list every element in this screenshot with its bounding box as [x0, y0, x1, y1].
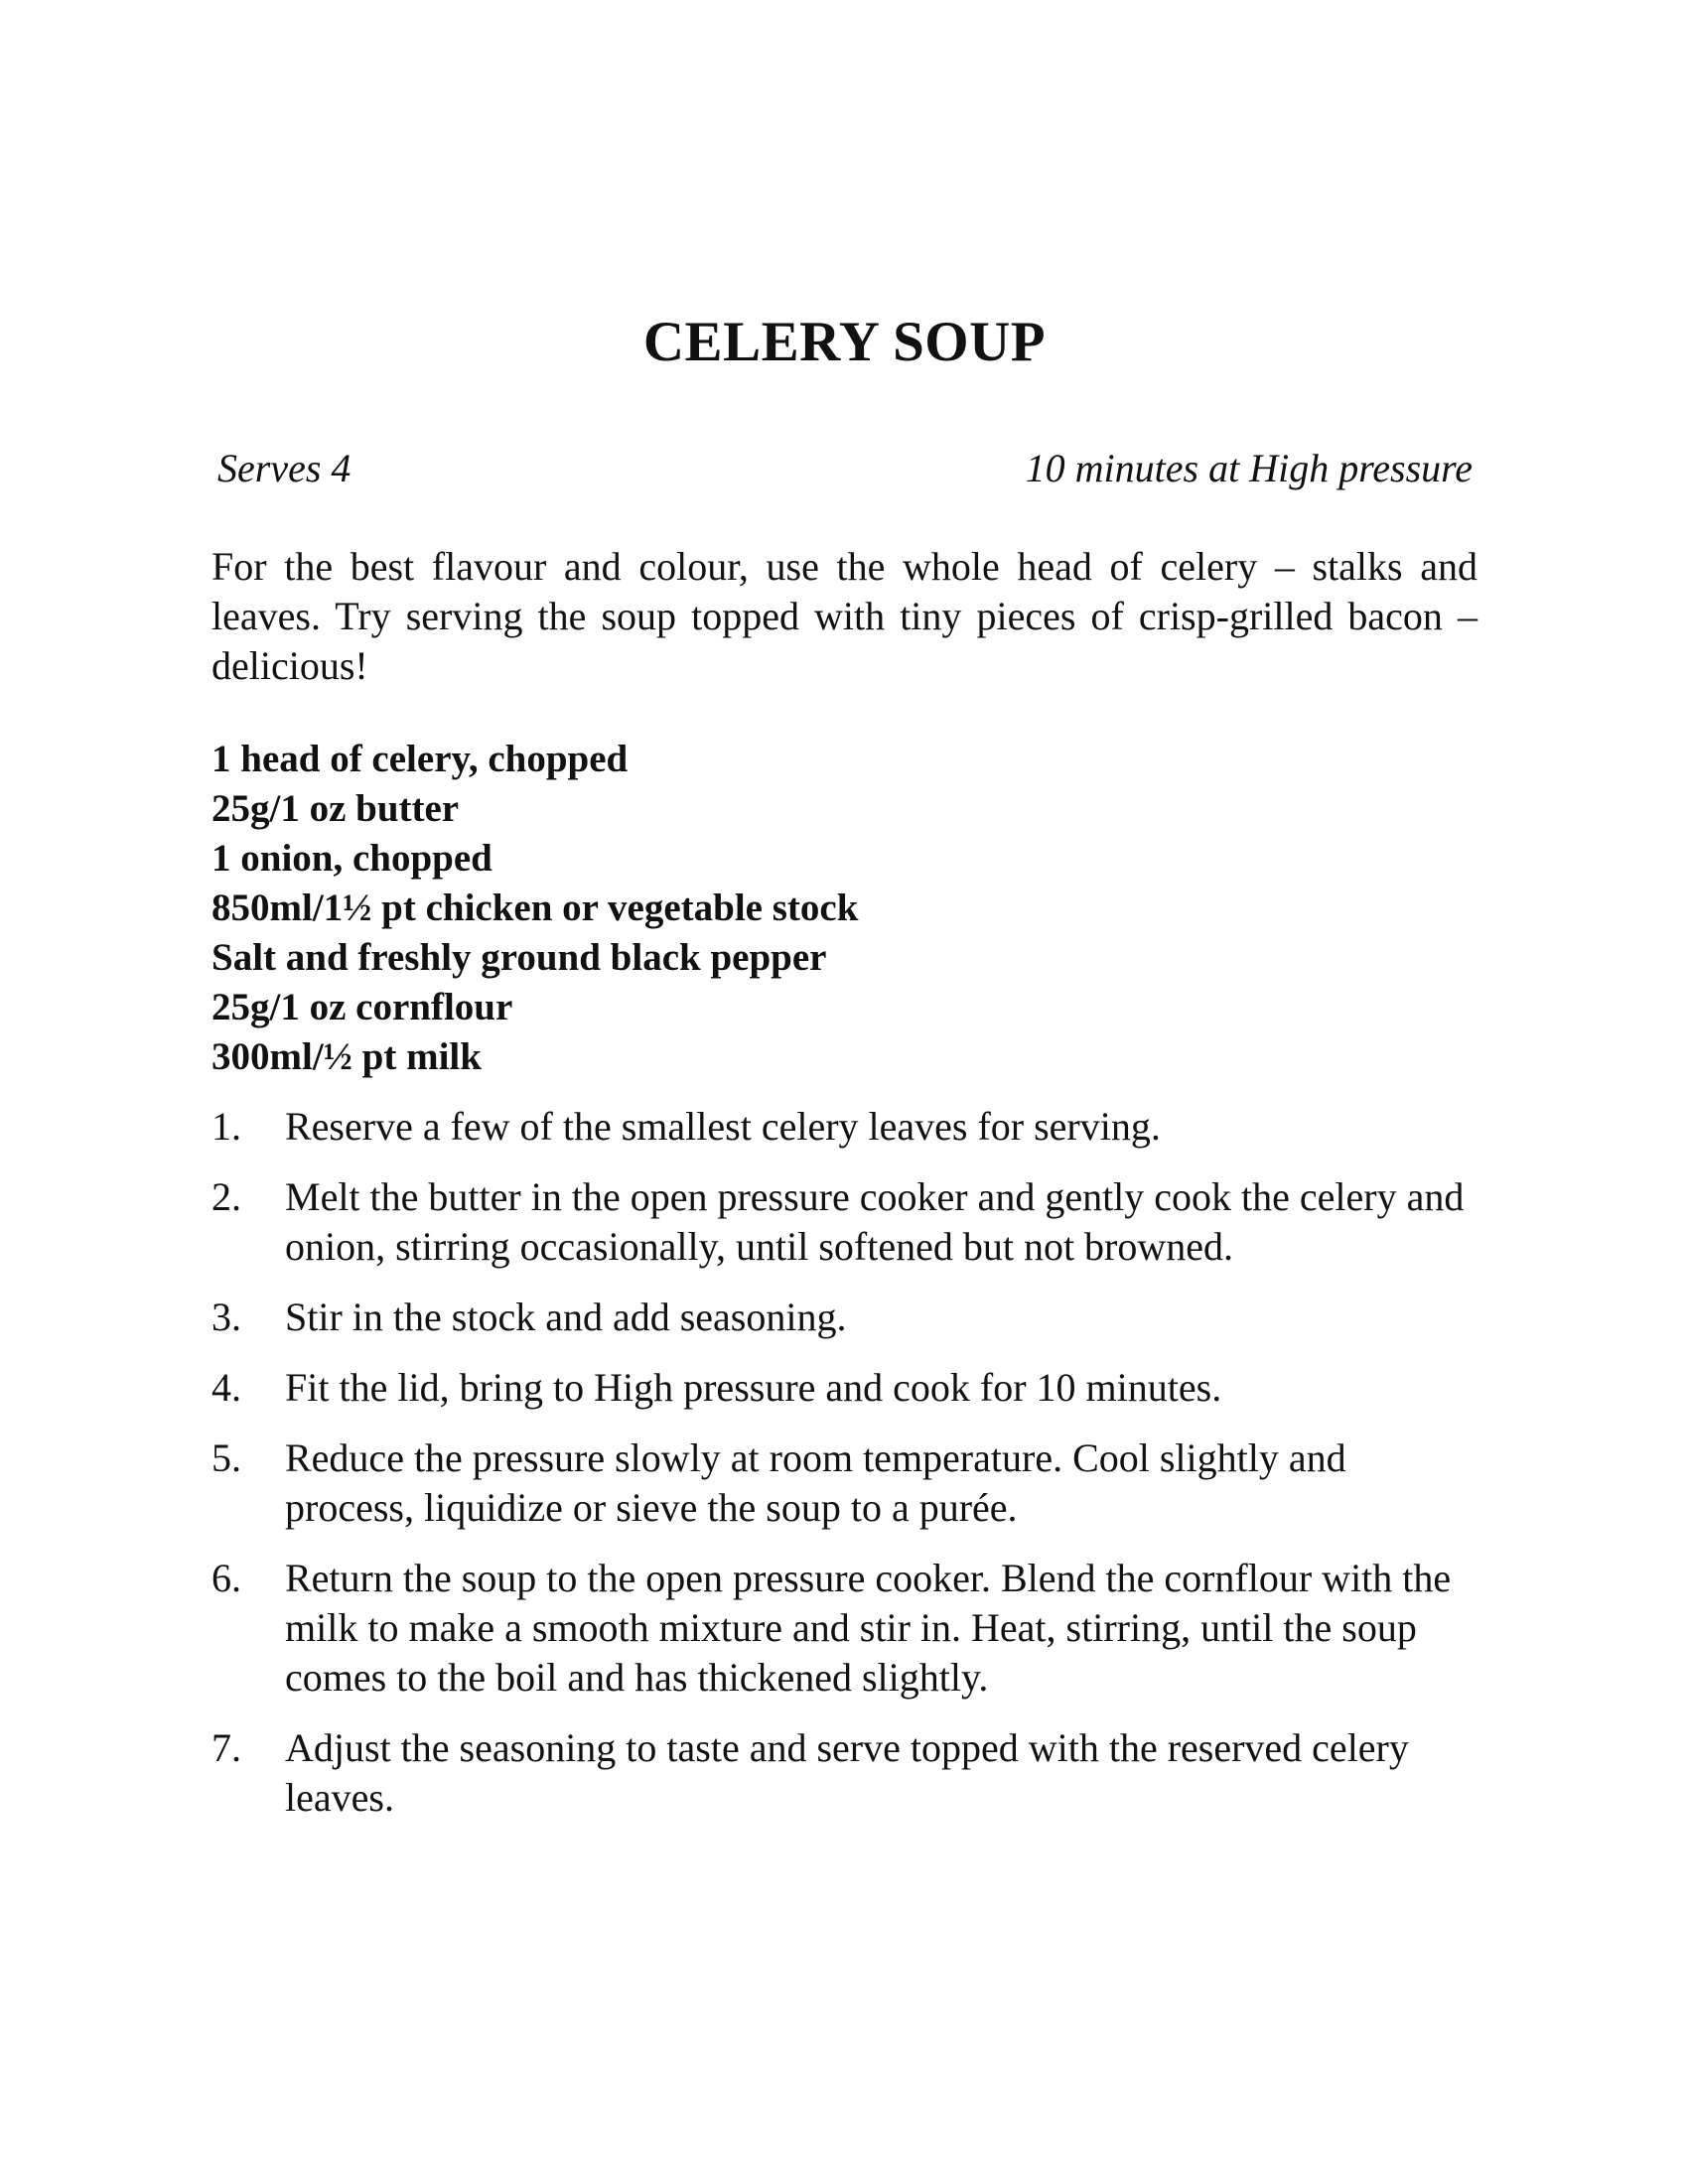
ingredient-item: 850ml/1½ pt chicken or vegetable stock: [211, 887, 859, 929]
step-text: Reserve a few of the smallest celery leaves for serving.: [285, 1104, 1161, 1149]
recipe-intro: For the best flavour and colour, use the whole head of celery – stalks and leaves. Try serving the soup topped with tiny pieces of crisp-grilled bacon – delicious!: [211, 544, 1477, 688]
method-step: [211, 1172, 1477, 1272]
method-steps: [211, 1102, 1477, 1843]
step-text: Reduce the pressure slowly at room temperature. Cool slightly and process, liquidize or sieve the soup to a purée.: [285, 1435, 1346, 1530]
ingredient-item: 300ml/½ pt milk: [211, 1035, 482, 1078]
method-step: [211, 1293, 1477, 1342]
method-step: [211, 1363, 1477, 1413]
ingredient-item: 1 onion, chopped: [211, 837, 492, 880]
step-number: 6.: [211, 1556, 241, 1600]
method-step: [211, 1433, 1477, 1533]
step-text: Return the soup to the open pressure cooker. Blend the cornflour with the milk to make a smooth mixture and stir in. Heat, stirring, until the soup comes to the boil and has thickened slightly.: [285, 1556, 1452, 1700]
step-number: 5.: [211, 1435, 241, 1480]
ingredient-list: [211, 735, 1477, 1082]
step-text: Stir in the stock and add seasoning.: [285, 1295, 847, 1339]
ingredient-item: Salt and freshly ground black pepper: [211, 936, 827, 979]
recipe-title: CELERY SOUP: [642, 311, 1047, 373]
ingredient-item: 1 head of celery, chopped: [211, 738, 629, 780]
step-number: 4.: [211, 1365, 241, 1410]
ingredient-item: 25g/1 oz butter: [211, 787, 460, 830]
step-number: 3.: [211, 1295, 241, 1339]
ingredient-item: 25g/1 oz cornflour: [211, 986, 513, 1028]
method-step: [211, 1723, 1477, 1823]
recipe-meta: [217, 445, 1473, 491]
method-step: [211, 1102, 1477, 1152]
step-text: Melt the butter in the open pressure cooker and gently cook the celery and onion, stirring occasionally, until softened but not browned.: [285, 1174, 1465, 1269]
step-number: 2.: [211, 1174, 241, 1219]
method-step: [211, 1554, 1477, 1703]
step-number: 7.: [211, 1725, 241, 1770]
step-text: Adjust the seasoning to taste and serve topped with the reserved celery leaves.: [285, 1725, 1409, 1820]
cook-time-label: 10 minutes at High pressure: [1025, 446, 1473, 490]
step-number: 1.: [211, 1104, 241, 1149]
step-text: Fit the lid, bring to High pressure and cook for 10 minutes.: [285, 1365, 1222, 1410]
serves-label: Serves 4: [217, 446, 352, 490]
